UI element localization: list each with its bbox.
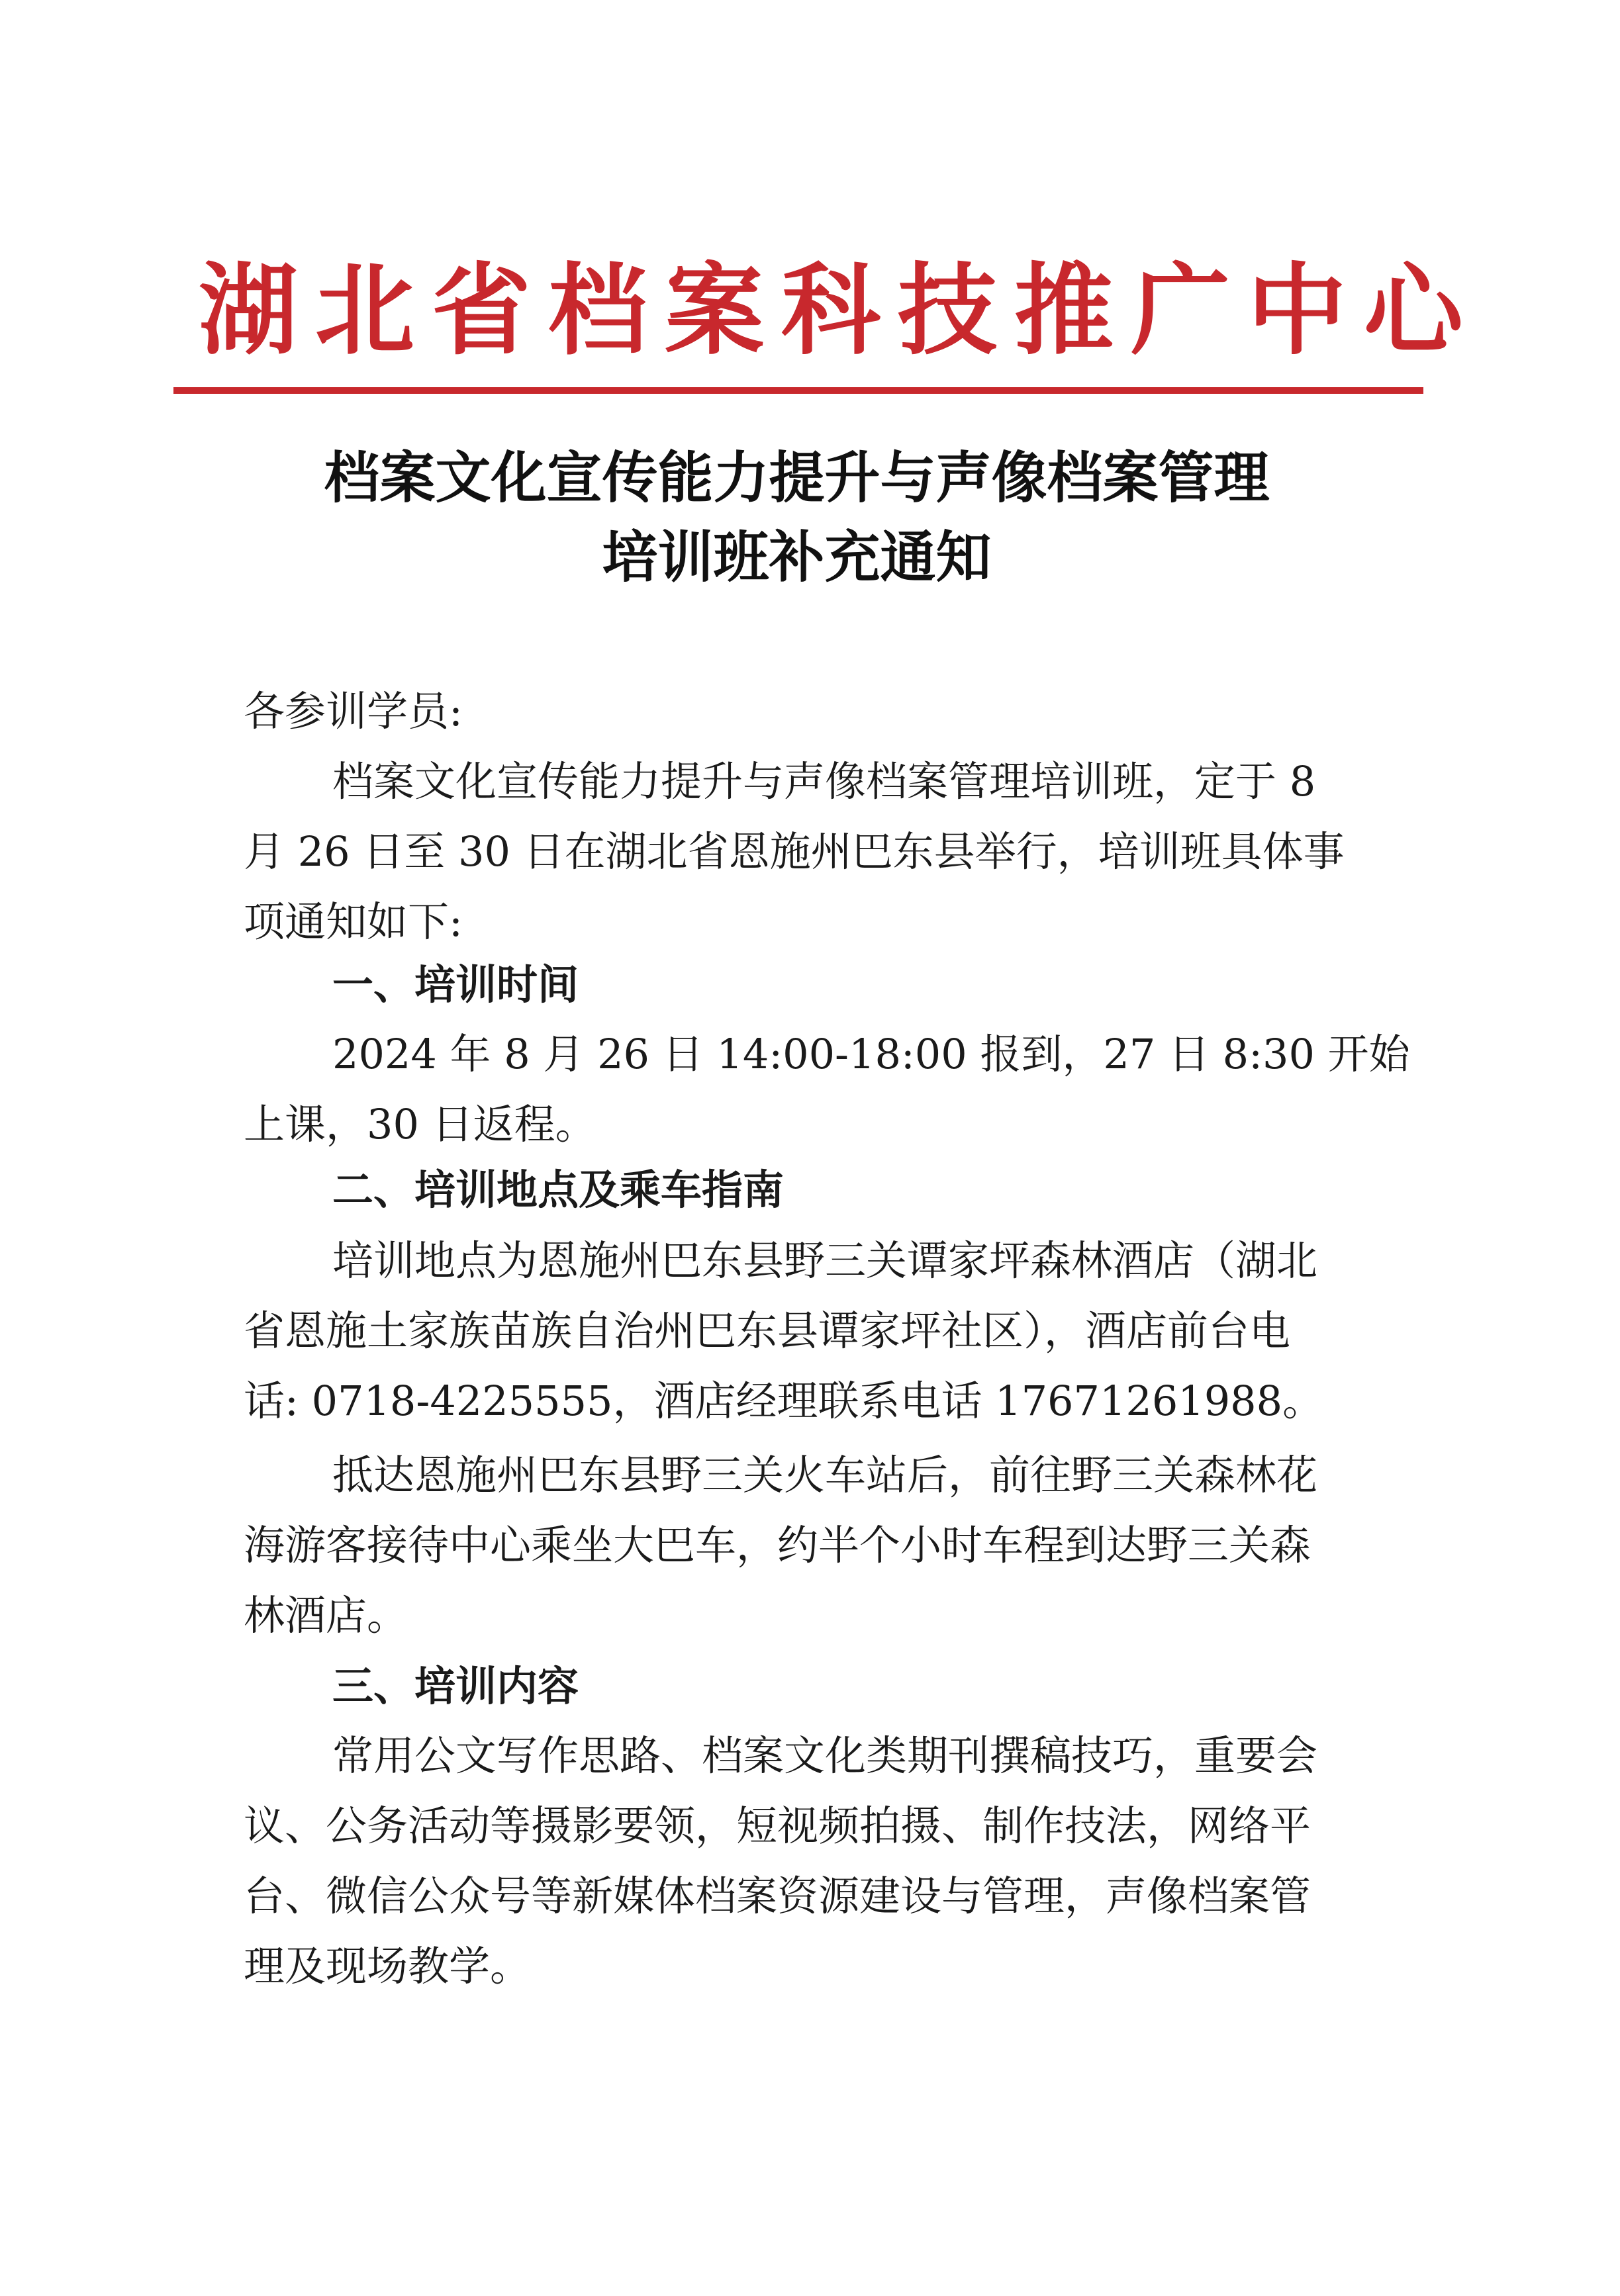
- document-title-line-1: 档案文化宣传能力提升与声像档案管理: [324, 445, 1270, 510]
- paragraph-line: 理及现场教学。: [244, 1942, 532, 1990]
- paragraph-line: 上课，30 日返程。: [244, 1100, 596, 1148]
- section-heading: 二、培训地点及乘车指南: [332, 1166, 785, 1214]
- paragraph-line: 议、公务活动等摄影要领，短视频拍摄、制作技法，网络平: [244, 1802, 1311, 1850]
- paragraph-line: 培训地点为恩施州巴东县野三关谭家坪森林酒店（湖北: [332, 1236, 1318, 1285]
- paragraph-line: 抵达恩施州巴东县野三关火车站后，前往野三关森林花: [332, 1451, 1318, 1499]
- paragraph-line: 话: 0718-4225555，酒店经理联系电话 17671261988。: [244, 1377, 1324, 1425]
- paragraph-line: 省恩施土家族苗族自治州巴东县谭家坪社区），酒店前台电: [244, 1307, 1291, 1355]
- intro-line: 项通知如下:: [244, 897, 463, 946]
- paragraph-line: 林酒店。: [244, 1591, 408, 1639]
- section-heading: 三、培训内容: [332, 1662, 579, 1710]
- intro-line: 档案文化宣传能力提升与声像档案管理培训班，定于 8: [332, 757, 1316, 805]
- paragraph-line: 2024 年 8 月 26 日 14:00-18:00 报到，27 日 8:30 开始: [332, 1030, 1410, 1078]
- section-1-paragraph: [244, 1019, 1410, 1160]
- salutation: [244, 676, 1397, 747]
- paragraph-line: 台、微信公众号等新媒体档案资源建设与管理，声像档案管: [244, 1872, 1311, 1920]
- paragraph-line: 海游客接待中心乘坐大巴车，约半个小时车程到达野三关森: [244, 1521, 1311, 1569]
- section-heading: 一、培训时间: [332, 960, 579, 1009]
- letterhead-org-name: 湖北省档案科技推广中心: [199, 253, 1481, 369]
- paragraph-line: 常用公文写作思路、档案文化类期刊撰稿技巧，重要会: [332, 1731, 1318, 1780]
- intro-line: 月 26 日至 30 日在湖北省恩施州巴东县举行，培训班具体事: [244, 827, 1345, 876]
- intro-paragraph: [244, 747, 1397, 957]
- section-2-heading: [244, 1155, 1397, 1225]
- section-1-heading: [244, 950, 1397, 1020]
- salutation-text: 各参训学员:: [244, 687, 463, 735]
- document-title-line-2: 培训班补充通知: [602, 525, 992, 590]
- section-3-heading: [244, 1651, 1397, 1722]
- letterhead-red-rule: [173, 387, 1423, 394]
- section-3-paragraph: [244, 1721, 1397, 2001]
- section-2-paragraph-1: [244, 1226, 1397, 1436]
- section-2-paragraph-2: [244, 1440, 1397, 1651]
